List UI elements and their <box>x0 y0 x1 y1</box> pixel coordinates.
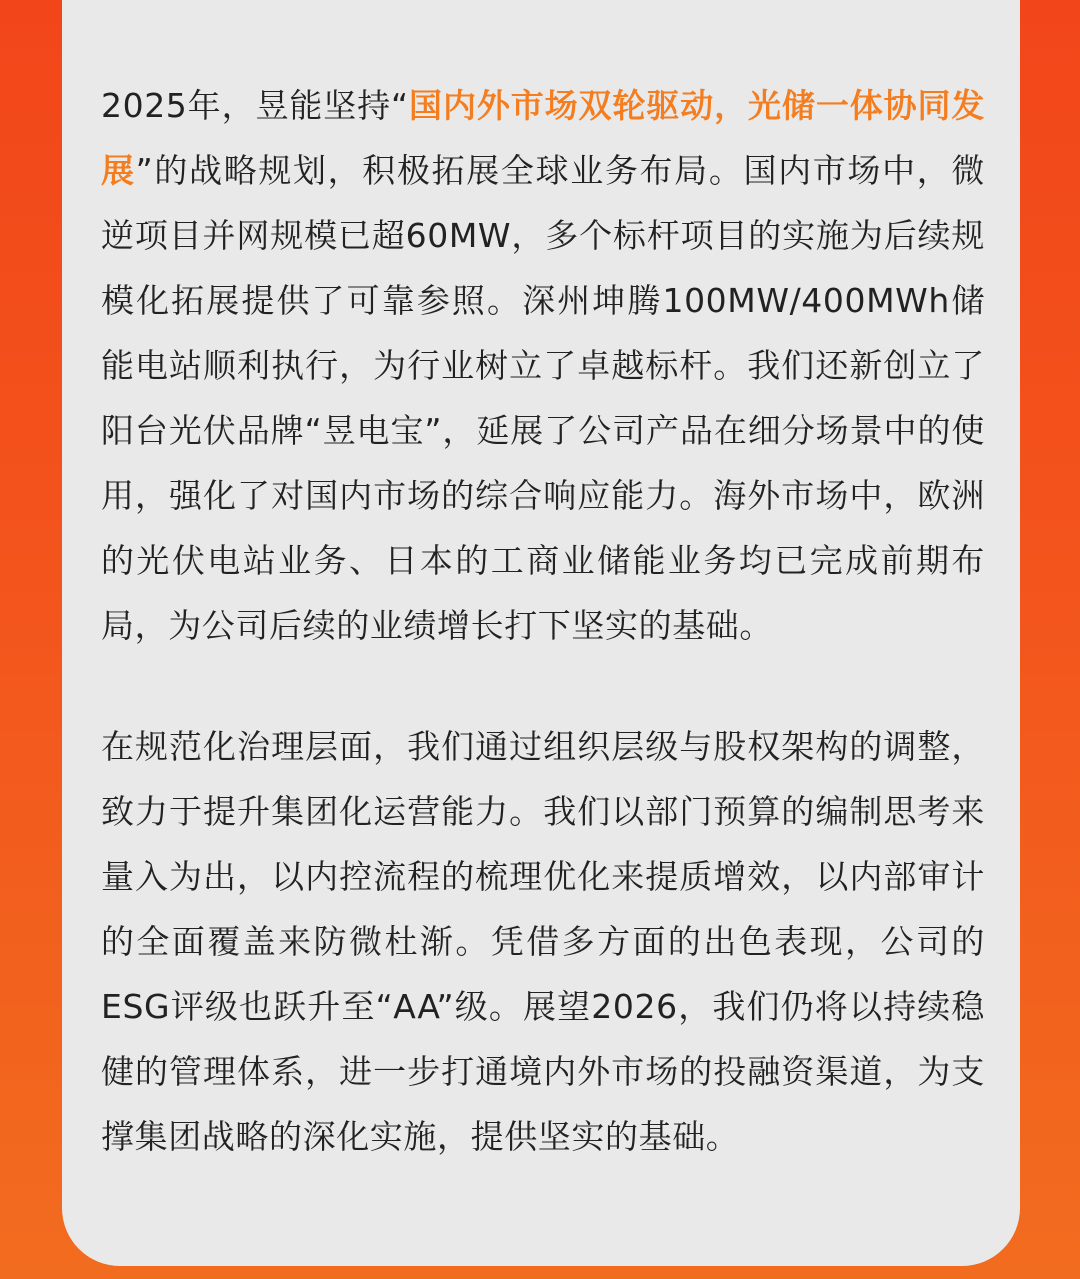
paragraph-global-strategy <box>101 73 985 658</box>
paragraph-1-lead-text: 2025年，昱能坚持“ <box>101 86 409 125</box>
paragraph-2-text: 在规范化治理层面，我们通过组织层级与股权架构的调整，致力于提升集团化运营能力。我们以部门预算的编制思考来量入为出，以内控流程的梳理优化来提质增效，以内部审计的全面覆盖来防微杜渐。凭借多方面的出色表现，公司的ESG评级也跃升至“AA”级。展望2026，我们仍将以持续稳健的管理体系，进一步打通境内外市场的投融资渠道，为支撑集团战略的深化实施，提供坚实的基础。 <box>101 727 985 1156</box>
strategy-highlight: 国内外市场双轮驱动，光储一体协同发展 <box>101 86 986 190</box>
paragraph-1-body-text: ”的战略规划，积极拓展全球业务布局。国内市场中，微逆项目并网规模已超60MW，多个标杆项目的实施为后续规模化拓展提供了可靠参照。深州坤腾100MW/400MWh储能电站顺利执行，为行业树立了卓越标杆。我们还新创立了阳台光伏品牌“昱电宝”，延展了公司产品在细分场景中的使用，强化了对国内市场的综合响应能力。海外市场中，欧洲的光伏电站业务、日本的工商业储能业务均已完成前期布局，为公司后续的业绩增长打下坚实的基础。 <box>101 151 985 645</box>
paragraph-governance <box>101 714 985 1169</box>
